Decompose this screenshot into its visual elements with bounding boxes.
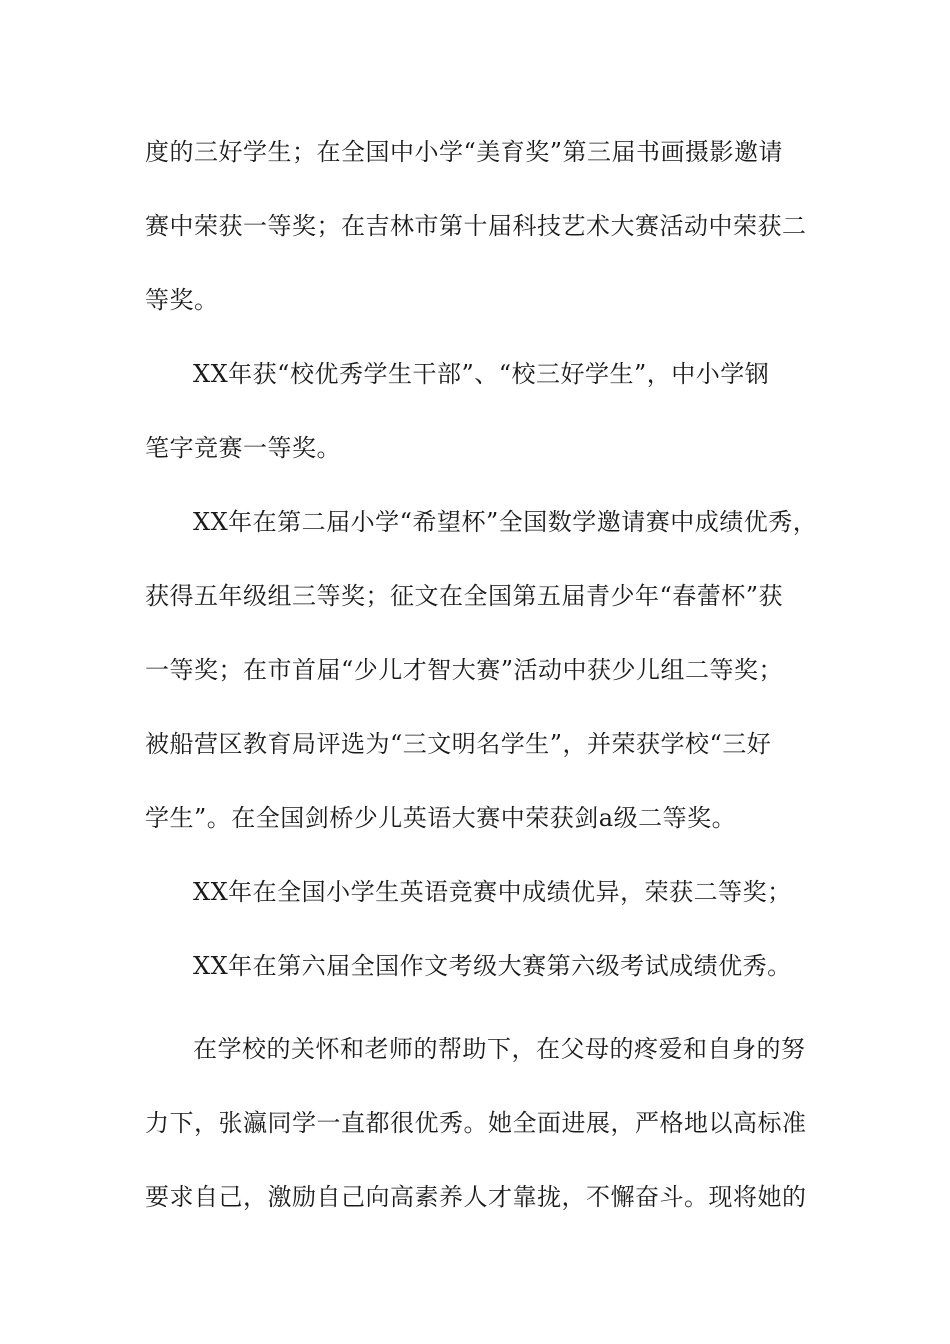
text-line: 笔字竞赛一等奖。 [145,434,341,462]
paragraph-first-line: XX年在第二届小学“希望杯”全国数学邀请赛中成绩优秀， [193,508,818,536]
text-line: 赛中荣获一等奖；在吉林市第十届科技艺术大赛活动中荣获二 [145,212,807,240]
text-line: 一等奖；在市首届“少儿才智大赛”活动中获少儿组二等奖； [145,656,784,684]
text-line: 获得五年级组三等奖；征文在全国第五届青少年“春蕾杯”获 [145,582,784,610]
paragraph-first-line: XX年在全国小学生英语竞赛中成绩优异，荣获二等奖； [193,878,792,906]
text-line: 被船营区教育局评选为“三文明名学生”，并荣获学校“三好 [145,730,772,758]
text-line: 学生”。在全国剑桥少儿英语大赛中荣获剑a级二等奖。 [145,804,737,832]
text-line: 力下，张瀛同学一直都很优秀。她全面进展，严格地以高标准 [145,1109,807,1137]
paragraph-first-line: XX年获“校优秀学生干部”、“校三好学生”，中小学钢 [193,360,770,388]
text-line: 要求自己，激励自己向高素养人才靠拢，不懈奋斗。现将她的 [145,1183,807,1211]
text-line: 度的三好学生；在全国中小学“美育奖”第三届书画摄影邀请 [145,138,784,166]
paragraph-first-line: XX年在第六届全国作文考级大赛第六级考试成绩优秀。 [193,952,792,980]
text-line: 等奖。 [145,286,219,314]
paragraph-first-line: 在学校的关怀和老师的帮助下，在父母的疼爱和自身的努 [193,1035,806,1063]
